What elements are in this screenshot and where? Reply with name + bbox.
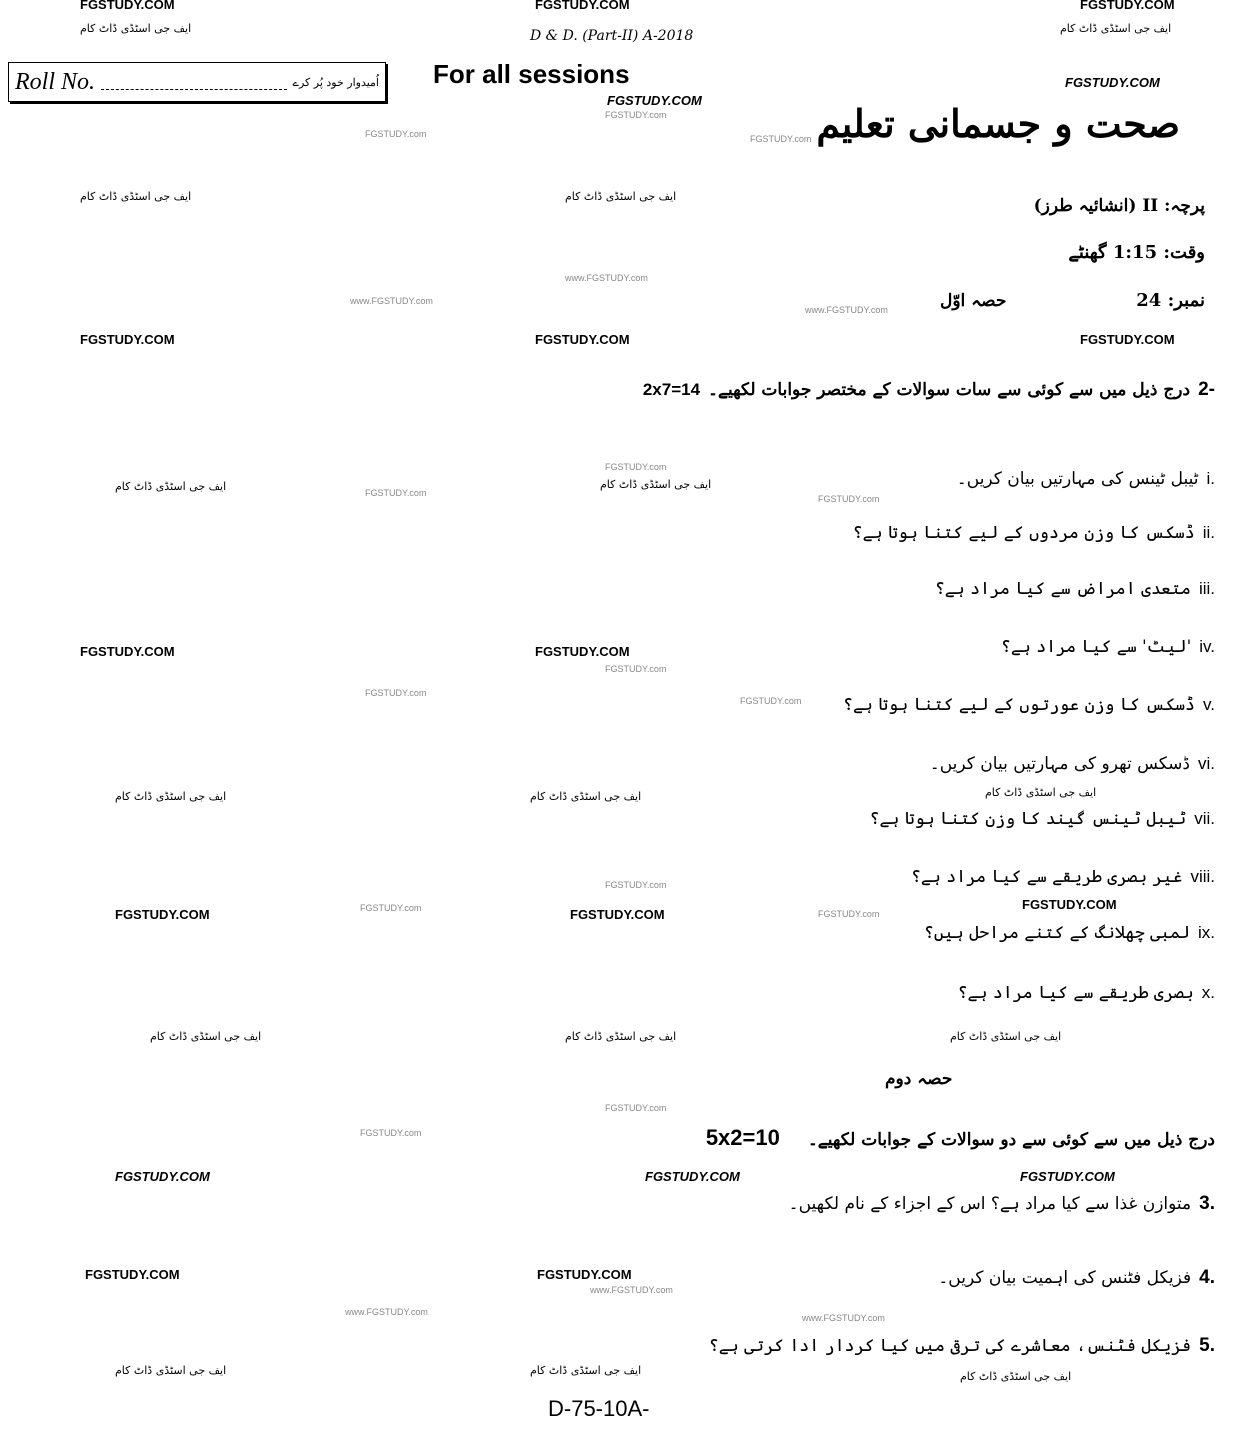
watermark: FGSTUDY.COM xyxy=(80,0,175,12)
question-number: 4. xyxy=(1199,1267,1215,1288)
item-number: viii. xyxy=(1190,867,1215,886)
watermark-urdu: ایف جی اسٹڈی ڈاٹ کام xyxy=(115,790,227,803)
item-number: ii. xyxy=(1202,523,1215,542)
watermark: FGSTUDY.COM xyxy=(115,1169,210,1184)
watermark-urdu: ایف جی اسٹڈی ڈاٹ کام xyxy=(565,190,677,203)
question-item xyxy=(869,808,1215,830)
item-number: ix. xyxy=(1198,923,1215,942)
watermark-www: www.FGSTUDY.com xyxy=(565,273,648,283)
question-item xyxy=(1001,636,1215,658)
item-text: ٹیبل ٹینس گیند کا وزن کتنا ہوتا ہے؟ xyxy=(869,809,1187,829)
item-number: x. xyxy=(1201,983,1215,1002)
paper-code: D & D. (Part-II) A-2018 xyxy=(530,28,694,44)
long-question xyxy=(789,1192,1215,1217)
watermark-small: FGSTUDY.com xyxy=(605,462,667,472)
watermark-urdu: ایف جی اسٹڈی ڈاٹ کام xyxy=(80,22,192,35)
watermark-small: FGSTUDY.com xyxy=(740,696,802,706)
watermark-small: FGSTUDY.com xyxy=(750,134,812,144)
watermark-small: FGSTUDY.com xyxy=(360,1128,422,1138)
subject-title: صحت و جسمانی تعلیم xyxy=(816,101,1180,146)
watermark: FGSTUDY.COM xyxy=(1080,0,1175,12)
watermark: FGSTUDY.COM xyxy=(1065,75,1160,90)
item-number: vi. xyxy=(1198,754,1215,773)
question-instruction: درج ذیل میں سے کوئی سے سات سوالات کے مختصر جوابات لکھیے۔ xyxy=(708,380,1191,400)
roll-hint: اُمیدوار خود پُر کرے xyxy=(292,75,379,89)
item-text: ڈسکس کا وزن عورتوں کے لیے کتنا ہوتا ہے؟ xyxy=(843,695,1196,715)
item-number: i. xyxy=(1206,469,1215,488)
question-text: متوازن غذا سے کیا مراد ہے؟ اس کے اجزاء کے نام لکھیں۔ xyxy=(788,1194,1192,1214)
watermark: FGSTUDY.COM xyxy=(535,332,630,347)
watermark: FGSTUDY.COM xyxy=(535,0,630,12)
watermark: FGSTUDY.COM xyxy=(115,907,210,922)
watermark: FGSTUDY.COM xyxy=(1022,897,1117,912)
paper-type: پرچہ: II (انشائیہ طرز) xyxy=(1033,196,1205,216)
roll-number-box[interactable] xyxy=(8,62,386,102)
question-item xyxy=(930,753,1215,775)
item-text: لمبی چھلانگ کے کتنے مراحل ہیں؟ xyxy=(923,923,1190,943)
watermark-urdu: ایف جی اسٹڈی ڈاٹ کام xyxy=(960,1370,1072,1383)
watermark: FGSTUDY.COM xyxy=(607,93,702,108)
watermark: FGSTUDY.COM xyxy=(85,1267,180,1282)
sessions-note: For all sessions xyxy=(433,59,630,89)
watermark-small: FGSTUDY.com xyxy=(605,1103,667,1113)
watermark-small: FGSTUDY.com xyxy=(360,903,422,913)
watermark: FGSTUDY.COM xyxy=(1020,1169,1115,1184)
total-marks: نمبر: 24 xyxy=(1136,290,1205,311)
watermark: FGSTUDY.COM xyxy=(80,644,175,659)
watermark-small: FGSTUDY.com xyxy=(365,488,427,498)
question-item xyxy=(853,522,1215,544)
item-number: vii. xyxy=(1194,809,1215,828)
long-question xyxy=(938,1266,1215,1291)
watermark-urdu: ایف جی اسٹڈی ڈاٹ کام xyxy=(565,1030,677,1043)
watermark-urdu: ایف جی اسٹڈی ڈاٹ کام xyxy=(115,1364,227,1377)
section-marks: 5x2=10 xyxy=(705,1125,780,1150)
section-instruction: درج ذیل میں سے کوئی سے دو سوالات کے جوابات لکھیے۔ xyxy=(807,1130,1215,1150)
question-2-heading xyxy=(643,378,1215,403)
question-text: فزیکل فٹنس کی اہمیت بیان کریں۔ xyxy=(938,1268,1192,1288)
watermark-urdu: ایف جی اسٹڈی ڈاٹ کام xyxy=(600,478,712,491)
item-number: iii. xyxy=(1198,579,1215,598)
watermark-www: www.FGSTUDY.com xyxy=(590,1285,673,1295)
watermark-urdu: ایف جی اسٹڈی ڈاٹ کام xyxy=(530,1364,642,1377)
item-text: بصری طریقے سے کیا مراد ہے؟ xyxy=(957,983,1194,1003)
item-number: iv. xyxy=(1199,637,1215,656)
question-marks: 2x7=14 xyxy=(642,380,701,399)
watermark-www: www.FGSTUDY.com xyxy=(805,305,888,315)
question-item xyxy=(957,468,1215,490)
item-text: ڈسکس تھرو کی مہارتیں بیان کریں۔ xyxy=(929,754,1190,774)
section-2-heading xyxy=(706,1124,1215,1153)
watermark-small: FGSTUDY.com xyxy=(818,909,880,919)
watermark-www: www.FGSTUDY.com xyxy=(802,1313,885,1323)
watermark-small: FGSTUDY.com xyxy=(605,880,667,890)
watermark-urdu: ایف جی اسٹڈی ڈاٹ کام xyxy=(80,190,192,203)
watermark-small: FGSTUDY.com xyxy=(818,494,880,504)
long-question xyxy=(709,1334,1215,1359)
watermark-urdu: ایف جی اسٹڈی ڈاٹ کام xyxy=(950,1030,1062,1043)
watermark: FGSTUDY.COM xyxy=(570,907,665,922)
watermark-small: FGSTUDY.com xyxy=(365,688,427,698)
question-text: فزیکل فٹنس، معاشرے کی ترقی میں کیا کردار ادا کرتی ہے؟ xyxy=(708,1336,1192,1356)
question-item xyxy=(958,982,1215,1004)
watermark-urdu: ایف جی اسٹڈی ڈاٹ کام xyxy=(985,786,1097,799)
question-number: 5. xyxy=(1199,1335,1215,1356)
footer-code: D-75-10A- xyxy=(548,1396,650,1421)
watermark-urdu: ایف جی اسٹڈی ڈاٹ کام xyxy=(1060,22,1172,35)
item-text: ٹیبل ٹینس کی مہارتیں بیان کریں۔ xyxy=(956,469,1199,489)
item-text: غیر بصری طریقے سے کیا مراد ہے؟ xyxy=(910,867,1183,887)
watermark-small: FGSTUDY.com xyxy=(605,110,667,120)
item-text: متعدی امراض سے کیا مراد ہے؟ xyxy=(934,579,1191,599)
watermark-www: www.FGSTUDY.com xyxy=(350,296,433,306)
item-text: ڈسکس کا وزن مردوں کے لیے کتنا ہوتا ہے؟ xyxy=(852,523,1195,543)
watermark-small: FGSTUDY.com xyxy=(365,129,427,139)
watermark: FGSTUDY.COM xyxy=(645,1169,740,1184)
question-item xyxy=(935,578,1215,600)
time-allowed: وقت: 1:15 گھنٹے xyxy=(1068,242,1205,263)
section-2-title: حصہ دوم xyxy=(885,1069,953,1089)
item-number: v. xyxy=(1203,695,1215,714)
roll-label: Roll No. xyxy=(15,68,96,95)
item-text: 'لیٹ' سے کیا مراد ہے؟ xyxy=(1000,637,1192,657)
watermark-urdu: ایف جی اسٹڈی ڈاٹ کام xyxy=(150,1030,262,1043)
question-item xyxy=(911,866,1215,888)
watermark-urdu: ایف جی اسٹڈی ڈاٹ کام xyxy=(530,790,642,803)
watermark-small: FGSTUDY.com xyxy=(605,664,667,674)
watermark: FGSTUDY.COM xyxy=(80,332,175,347)
section-1-title: حصہ اوّل xyxy=(940,291,1007,311)
watermark: FGSTUDY.COM xyxy=(537,1267,632,1282)
roll-input-line[interactable] xyxy=(101,89,287,90)
question-number: 2- xyxy=(1198,379,1215,400)
watermark: FGSTUDY.COM xyxy=(1080,332,1175,347)
question-item xyxy=(843,694,1215,716)
watermark-urdu: ایف جی اسٹڈی ڈاٹ کام xyxy=(115,480,227,493)
watermark: FGSTUDY.COM xyxy=(535,644,630,659)
question-number: 3. xyxy=(1199,1193,1215,1214)
question-item xyxy=(924,922,1215,944)
watermark-www: www.FGSTUDY.com xyxy=(345,1307,428,1317)
